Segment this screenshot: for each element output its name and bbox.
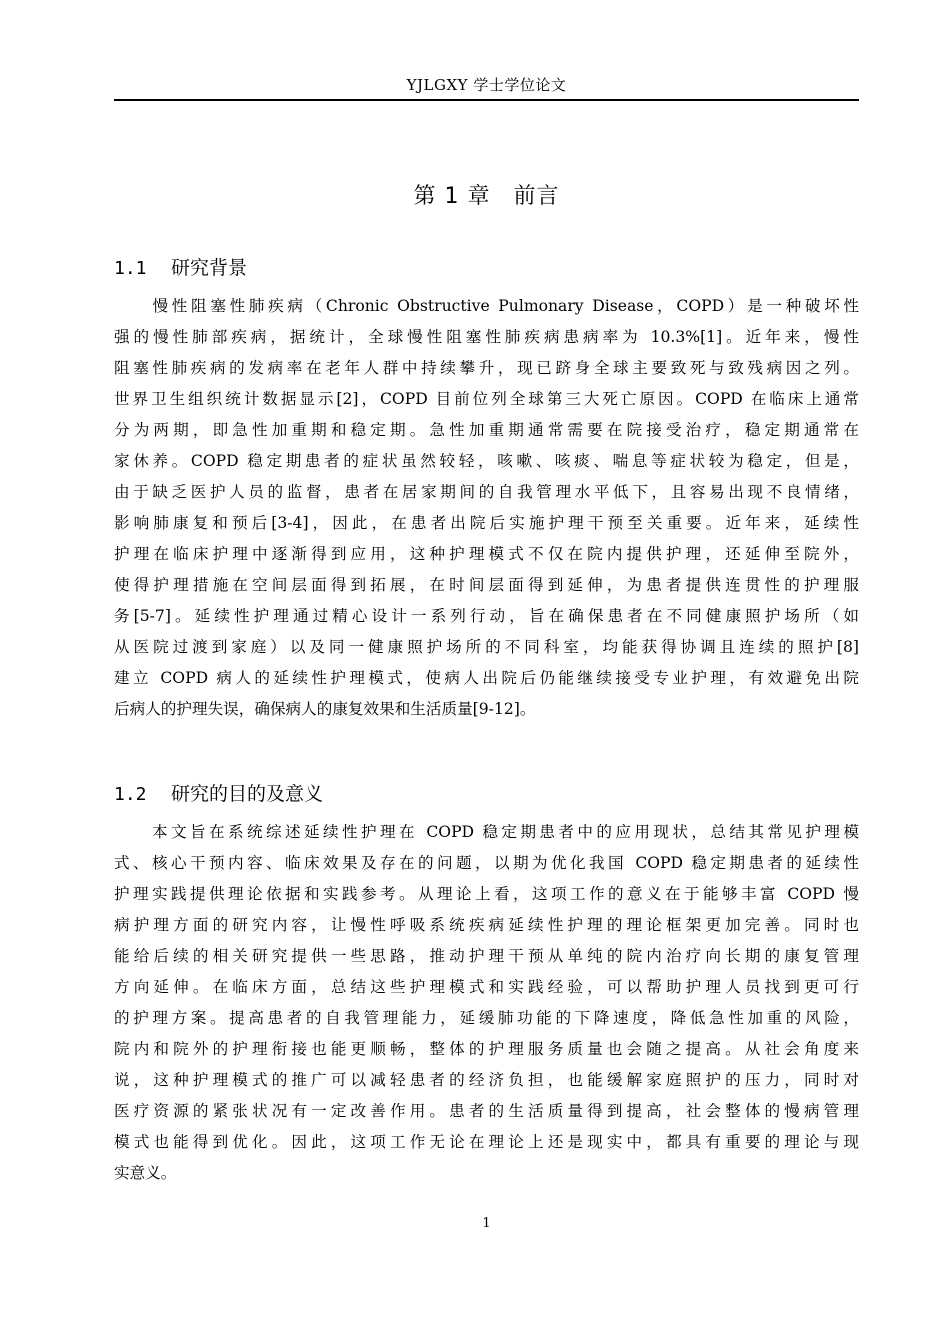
paragraph-line: 强的慢性肺部疾病，据统计，全球慢性阻塞性肺疾病患病率为 10.3%[1]。近年来，慢性 [114, 328, 859, 346]
paragraph-line: 护理在临床护理中逐渐得到应用，这种护理模式不仅在院内提供护理，还延伸至院外， [114, 545, 859, 563]
paragraph-line: 使得护理措施在空间层面得到拓展，在时间层面得到延伸，为患者提供连贯性的护理服 [114, 576, 859, 594]
chapter-title: 第 1 章 前言 [413, 184, 560, 209]
page-number: 1 [482, 1216, 491, 1231]
paragraph-line: 模式也能得到优化。因此，这项工作无论在理论上还是现实中，都具有重要的理论与现 [114, 1133, 859, 1151]
paragraph-line: 护理实践提供理论依据和实践参考。从理论上看，这项工作的意义在于能够丰富 COPD 慢 [114, 885, 859, 903]
header-rule [114, 99, 859, 101]
section-heading-1-2 [114, 779, 323, 806]
paragraph-line: 慢性阻塞性肺疾病（Chronic Obstructive Pulmonary Disease，COPD）是一种破坏性 [114, 297, 859, 315]
section-body-1-2 [114, 817, 859, 1189]
paragraph-line: 方向延伸。在临床方面，总结这些护理模式和实践经验，可以帮助护理人员找到更可行 [114, 978, 859, 996]
paragraph-line: 分为两期，即急性加重期和稳定期。急性加重期通常需要在院接受治疗，稳定期通常在 [114, 421, 859, 439]
paragraph-line: 实意义。 [114, 1164, 177, 1182]
paragraph-line: 由于缺乏医护人员的监督，患者在居家期间的自我管理水平低下，且容易出现不良情绪， [114, 483, 859, 501]
paragraph-line: 能给后续的相关研究提供一些思路，推动护理干预从单纯的院内治疗向长期的康复管理 [114, 947, 859, 965]
paragraph-line: 从医院过渡到家庭）以及同一健康照护场所的不同科室，均能获得协调且连续的照护[8] [114, 638, 859, 656]
paragraph-line: 建立 COPD 病人的延续性护理模式，使病人出院后仍能继续接受专业护理，有效避免出院 [114, 669, 859, 687]
section-title: 研究的目的及意义 [171, 783, 324, 805]
section-number: 1.2 [114, 784, 147, 805]
paragraph-line: 本文旨在系统综述延续性护理在 COPD 稳定期患者中的应用现状，总结其常见护理模 [114, 823, 859, 841]
section-body-1-1 [114, 291, 859, 725]
section-number: 1.1 [114, 258, 147, 279]
section-title: 研究背景 [171, 257, 248, 279]
paragraph-line: 务[5-7]。延续性护理通过精心设计一系列行动，旨在确保患者在不同健康照护场所（如 [114, 607, 859, 625]
paragraph-line: 的护理方案。提高患者的自我管理能力，延缓肺功能的下降速度，降低急性加重的风险， [114, 1009, 859, 1027]
running-header: YJLGXY 学士学位论文 [406, 76, 567, 94]
paragraph-line: 世界卫生组织统计数据显示[2]，COPD 目前位列全球第三大死亡原因。COPD 在临床上通常 [114, 390, 859, 408]
paragraph-line: 式、核心干预内容、临床效果及存在的问题，以期为优化我国 COPD 稳定期患者的延续性 [114, 854, 859, 872]
paragraph-line: 家休养。COPD 稳定期患者的症状虽然较轻，咳嗽、咳痰、喘息等症状较为稳定，但是， [114, 452, 859, 470]
paragraph-line: 院内和院外的护理衔接也能更顺畅，整体的护理服务质量也会随之提高。从社会角度来 [114, 1040, 859, 1058]
paragraph-line: 阻塞性肺疾病的发病率在老年人群中持续攀升，现已跻身全球主要致死与致残病因之列。 [114, 359, 859, 377]
section-heading-1-1 [114, 253, 247, 280]
paragraph-line: 说，这种护理模式的推广可以减轻患者的经济负担，也能缓解家庭照护的压力，同时对 [114, 1071, 859, 1089]
paragraph-line: 病护理方面的研究内容，让慢性呼吸系统疾病延续性护理的理论框架更加完善。同时也 [114, 916, 859, 934]
paragraph-line: 后病人的护理失误，确保病人的康复效果和生活质量[9-12]。 [114, 700, 536, 718]
paragraph-line: 医疗资源的紧张状况有一定改善作用。患者的生活质量得到提高，社会整体的慢病管理 [114, 1102, 859, 1120]
paragraph-line: 影响肺康复和预后[3-4]，因此，在患者出院后实施护理干预至关重要。近年来，延续性 [114, 514, 859, 532]
